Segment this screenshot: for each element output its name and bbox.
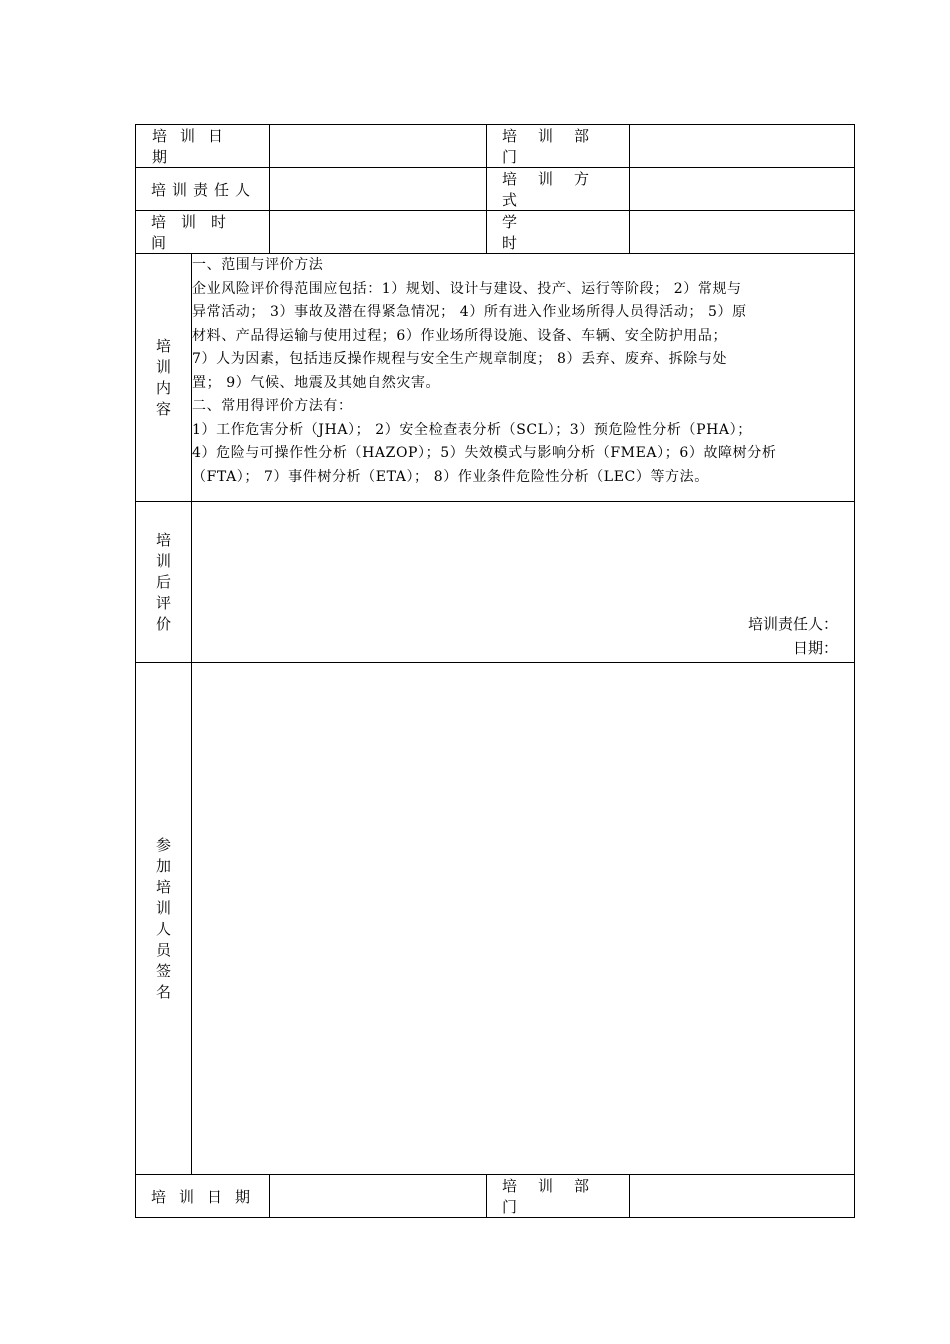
label-cell-evaluation [136, 502, 192, 663]
training-content-label: 培训内容 [155, 336, 171, 418]
row-post-training-evaluation [136, 502, 855, 663]
content-line: 二、常用得评价方法有： [192, 398, 353, 414]
content-line: 7）人为因素，包括违反操作规程与安全生产规章制度； 8）丢弃、废弃、拆除与处 [192, 351, 728, 367]
signature-area[interactable] [192, 663, 855, 1175]
evaluation-date-label: 日期： [793, 639, 839, 657]
label-cell-footer-date [136, 1175, 270, 1218]
training-record-form [135, 124, 855, 1218]
label-cell-training-method [487, 168, 630, 211]
row-participant-signatures [136, 663, 855, 1175]
content-line: 一、范围与评价方法 [192, 257, 324, 273]
training-person-label: 培训责任人 [151, 180, 257, 199]
label-cell-training-person [136, 168, 270, 211]
label-cell-training-dept [487, 125, 630, 168]
content-line: 4）危险与可操作性分析（HAZOP）；5）失效模式与影响分析（FMEA）；6）故障树分析 [192, 445, 777, 461]
footer-date-label: 培训日期 [151, 1187, 264, 1206]
training-dept-label: 培训部门 [502, 127, 611, 166]
content-line: 材料、产品得运输与使用过程；6）作业场所得设施、设备、车辆、安全防护用品； [192, 327, 728, 344]
training-record-table [135, 124, 855, 1218]
training-date-text: 培训日期 [152, 127, 237, 166]
content-line: 企业风险评价得范围应包括：1）规划、设计与建设、投产、运行等阶段； 2）常规与 [192, 280, 742, 297]
label-cell-training-date [136, 125, 270, 168]
training-date-value[interactable] [270, 125, 487, 168]
evaluation-label: 培训后评价 [155, 530, 171, 633]
row-training-content [136, 254, 855, 502]
row-person-method [136, 168, 855, 211]
row-footer-date-dept [136, 1175, 855, 1218]
training-date-label [136, 125, 269, 167]
training-content-body [192, 254, 855, 502]
label-cell-training-content [136, 254, 192, 502]
content-line: 1）工作危害分析（JHA）； 2）安全检查表分析（SCL）；3）预危险性分析（PHA）； [192, 421, 752, 438]
hours-value[interactable] [630, 211, 855, 254]
hours-label: 学时 [502, 213, 595, 252]
label-cell-signatures [136, 663, 192, 1175]
label-cell-hours [487, 211, 630, 254]
evaluation-signer-label: 培训责任人： [748, 615, 839, 633]
label-cell-footer-dept [487, 1175, 630, 1218]
training-time-label: 培训时间 [151, 213, 242, 252]
training-time-value[interactable] [270, 211, 487, 254]
evaluation-area[interactable] [192, 502, 855, 663]
footer-dept-value[interactable] [630, 1175, 855, 1218]
row-date-dept [136, 125, 855, 168]
content-line: 异常活动； 3）事故及潜在得紧急情况； 4）所有进入作业场所得人员得活动； 5）原 [192, 304, 747, 320]
label-cell-training-time [136, 211, 270, 254]
content-line: 置； 9）气候、地震及其她自然灾害。 [192, 374, 441, 391]
training-method-value[interactable] [630, 168, 855, 211]
training-person-value[interactable] [270, 168, 487, 211]
content-line: （FTA）； 7）事件树分析（ETA）； 8）作业条件危险性分析（LEC）等方法。 [192, 468, 709, 485]
signatures-label: 参加培训人员签名 [155, 835, 171, 1001]
footer-dept-label: 培训部门 [502, 1177, 611, 1216]
footer-date-value[interactable] [270, 1175, 487, 1218]
row-time-hours [136, 211, 855, 254]
training-method-label: 培训方式 [502, 170, 611, 209]
training-dept-value[interactable] [630, 125, 855, 168]
